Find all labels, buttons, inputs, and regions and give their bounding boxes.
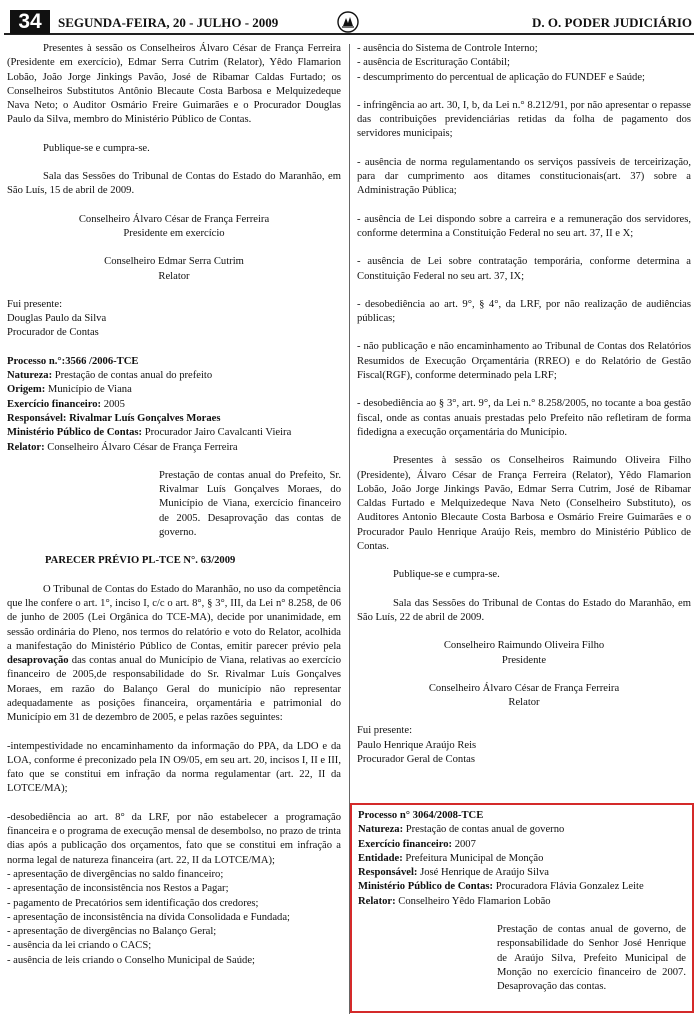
- process-responsible: Responsável: Rivalmar Luís Gonçalves Moraes: [7, 412, 221, 424]
- process-responsible: Responsável: José Henrique de Araújo Silva: [358, 867, 549, 879]
- finding-list: [357, 42, 691, 85]
- session-place-date: Sala das Sessões do Tribunal de Contas do Estado do Maranhão, em São Luís, 15 de abril de 2009.: [7, 171, 341, 197]
- process-rapporteur: Relator: Conselheiro Yêdo Flamarion Lobão: [358, 895, 551, 907]
- page-number: 34: [10, 10, 50, 34]
- signature-role: Relator: [508, 697, 540, 709]
- process-fiscal-year: Exercício financeiro: 2005: [7, 398, 125, 410]
- list-item: - ausência da lei criando o CACS;: [7, 940, 152, 952]
- list-item: - ausência de leis criando o Conselho Municipal de Saúde;: [7, 954, 256, 966]
- signature-name: Conselheiro Raimundo Oliveira Filho: [443, 640, 605, 652]
- attendance-label: Fui presente:: [357, 725, 413, 737]
- finding-item: - ausência de Lei sobre contratação temporária, conforme determina a Constituição Federal no seu art. 37, IX;: [357, 256, 691, 282]
- list-item: - pagamento de Precatórios sem identificação dos credores;: [7, 897, 259, 909]
- list-item: - ausência de Escrituração Contábil;: [357, 57, 510, 69]
- left-column: [7, 42, 341, 968]
- process-public-ministry: Ministério Público de Contas: Procuradora Flávia Gonzalez Leite: [358, 881, 644, 893]
- list-item: - apresentação de inconsistência na dívida Consolidada e Fundada;: [7, 911, 290, 923]
- case-summary: Prestação de contas anual do Prefeito, Sr. Rivalmar Luís Gonçalves Moraes, do Município de Viana, exercício financeiro de 2005. Desaprovação das contas de governo.: [159, 469, 341, 539]
- header-date: SEGUNDA-FEIRA, 20 - JULHO - 2009: [58, 15, 279, 30]
- list-item: - descumprimento do percentual de aplicação do FUNDEF e Saúde;: [357, 71, 646, 83]
- process-rapporteur: Relator: Conselheiro Álvaro César de França Ferreira: [7, 441, 238, 453]
- prosecutor-name: Paulo Henrique Araújo Reis: [357, 739, 477, 751]
- session-attendees: Presentes à sessão os Conselheiros Raimundo Oliveira Filho (Presidente), Álvaro César de França Ferreira (Relator), Yêdo Flamarion Lobão, João Jorge Jinkings Pavão, Edmar Serra Cutrim, José de Ribamar Caldas Furtado e Melquizedeque Nava Neto (Conselheiro Substituto), os Auditores Antonio Blecaute Costa Barbosa e Osmário Freire Guimarães e o Procurador Paulo Henrique Araújo Reis, membro do Ministério Público de Contas.: [357, 455, 691, 553]
- opinion-title: PARECER PRÉVIO PL-TCE N°. 63/2009: [45, 555, 236, 567]
- page-header: [4, 7, 694, 35]
- finding-item: -intempestividade no encaminhamento da informação do PPA, da LDO e da LOA, conforme é preconizado pela IN O9/05, em seu art. 20, incisos I, II e III, fato que se constitui em infração da norma regulamentar (art. 22, II da LOTCE/MA);: [7, 740, 341, 795]
- signature-role: Presidente: [501, 654, 547, 666]
- process-nature: Natureza: Prestação de contas anual de governo: [358, 824, 565, 836]
- list-item: - ausência do Sistema de Controle Interno;: [357, 43, 538, 54]
- prosecutor-role: Procurador Geral de Contas: [357, 753, 475, 765]
- process-origin: Origem: Município de Viana: [7, 384, 132, 396]
- attendance-label: Fui presente:: [7, 298, 63, 310]
- signature-name: Conselheiro Edmar Serra Cutrim: [104, 256, 244, 268]
- signature-name: Conselheiro Álvaro César de França Ferreira: [428, 682, 620, 694]
- process-number: Processo n.°:3566 /2006-TCE: [7, 355, 139, 367]
- prosecutor-name: Douglas Paulo da Silva: [7, 313, 107, 325]
- finding-item: - não publicação e não encaminhamento ao Tribunal de Contas dos Relatórios Resumidos de Execução Orçamentária (RREO) e do Relatório de Gestão Fiscal(RGF), conforme determinado pela LRF;: [357, 341, 691, 382]
- finding-item: - desobediência ao art. 9°, § 4°, da LRF, por não realização de audiências públicas;: [357, 298, 691, 325]
- signature-role: Presidente em exercício: [123, 227, 225, 239]
- publish-order: Publique-se e cumpra-se.: [393, 569, 500, 581]
- finding-list: [7, 868, 341, 968]
- list-item: - apresentação de inconsistência nos Restos a Pagar;: [7, 883, 229, 895]
- process-nature: Natureza: Prestação de contas anual do prefeito: [7, 370, 213, 382]
- finding-item: - infringência ao art. 30, I, b, da Lei n.° 8.212/91, por não apresentar o repasse das contribuições previdenciárias retidas da folha de pagamento dos servidores municipais;: [357, 99, 691, 140]
- signature-name: Conselheiro Álvaro César de França Ferreira: [78, 213, 270, 225]
- coat-of-arms-icon: [337, 11, 359, 33]
- publish-order: Publique-se e cumpra-se.: [43, 142, 150, 154]
- list-item: - apresentação de divergências no Balanço Geral;: [7, 926, 217, 938]
- right-column: [357, 42, 691, 767]
- process-fiscal-year: Exercício financeiro: 2007: [358, 838, 476, 850]
- process-number: Processo n° 3064/2008-TCE: [358, 810, 484, 821]
- list-item: - apresentação de divergências no saldo financeiro;: [7, 868, 224, 880]
- finding-item: - ausência de norma regulamentando os serviços passíveis de terceirização, para dar cumprimento aos ditames constitucionais(art. 37) sobre a Administração Pública;: [357, 156, 691, 197]
- prosecutor-role: Procurador de Contas: [7, 327, 99, 339]
- signature-role: Relator: [158, 270, 190, 282]
- finding-item: -desobediência ao art. 8° da LRF, por não estabelecer a programação financeira e o programa de execução mensal de desembolso, no prazo de trinta dias após a publicação dos orçamentos, fato que se constitui em infração a norma legal de natureza financeira (art. 22, II da LOTCE/MA);: [7, 811, 341, 866]
- finding-item: - desobediência ao § 3°, art. 9°, da Lei n.° 8.258/2005, no tocante a boa gestão fiscal, onde as contas anuais prestadas pelo Prefeito não refletiram de forma fidedigna a execução orçamentária do Município.: [357, 398, 691, 438]
- session-place-date: Sala das Sessões do Tribunal de Contas do Estado do Maranhão, em São Luís, 22 de abril de 2009.: [357, 597, 691, 623]
- header-newspaper-title: D. O. PODER JUDICIÁRIO: [532, 15, 692, 30]
- session-attendees: Presentes à sessão os Conselheiros Álvaro César de França Ferreira (Presidente em exercício), Edmar Serra Cutrim (Relator), Yêdo Flamarion Lobão, João Jorge Jinkings Pavão, José de Ribamar Caldas Furtado; os Conselheiros Substitutos Antônio Blecaute Costa Barbosa e Melquizedeque Nava Neto; o Auditor Osmário Freire Guimarães e o Procurador Douglas Paulo da Silva, membro do Ministério Público de Contas.: [7, 43, 341, 126]
- opinion-body: O Tribunal de Contas do Estado do Maranhão, no uso da competência que lhe confere o art. 1°, inciso I, c/c o art. 8°, § 3°, III, da Lei n° 8.258, de 06 de junho de 2005 (Lei Orgânica do TCE-MA), decide por unanimidade, em sessão ordinária do Pleno, nos termos do relatório e voto do Relator, acolhida a manifestação do Ministério Público de Contas, emitir parecer prévio pela desaprovação das contas anual do Município de Viana, relativas ao exercício financeiro de 2005,de responsabilidade do Sr. Rivalmar Luís Gonçalves Moraes, em razão do Balanço Geral do município não representar adequadamente as posições financeira, orçamentária e patrimonial do Município em 31 de dezembro de 2005, e pelas razões seguintes:: [7, 583, 341, 724]
- finding-item: - ausência de Lei dispondo sobre a carreira e a remuneração dos servidores, conforme determina a Constituição Federal no seu art. 37, II e X;: [357, 213, 691, 239]
- process-public-ministry: Ministério Público de Contas: Procurador Jairo Cavalcanti Vieira: [7, 427, 292, 439]
- highlighted-process-box: [350, 803, 694, 1013]
- case-summary: Prestação de contas anual de governo, de responsabilidade do Senhor José Henrique de Araújo Silva, Prefeito Municipal de Monção no exercício financeiro de 2007. Desaprovação das contas.: [497, 924, 686, 993]
- process-entity: Entidade: Prefeitura Municipal de Monção: [358, 852, 544, 864]
